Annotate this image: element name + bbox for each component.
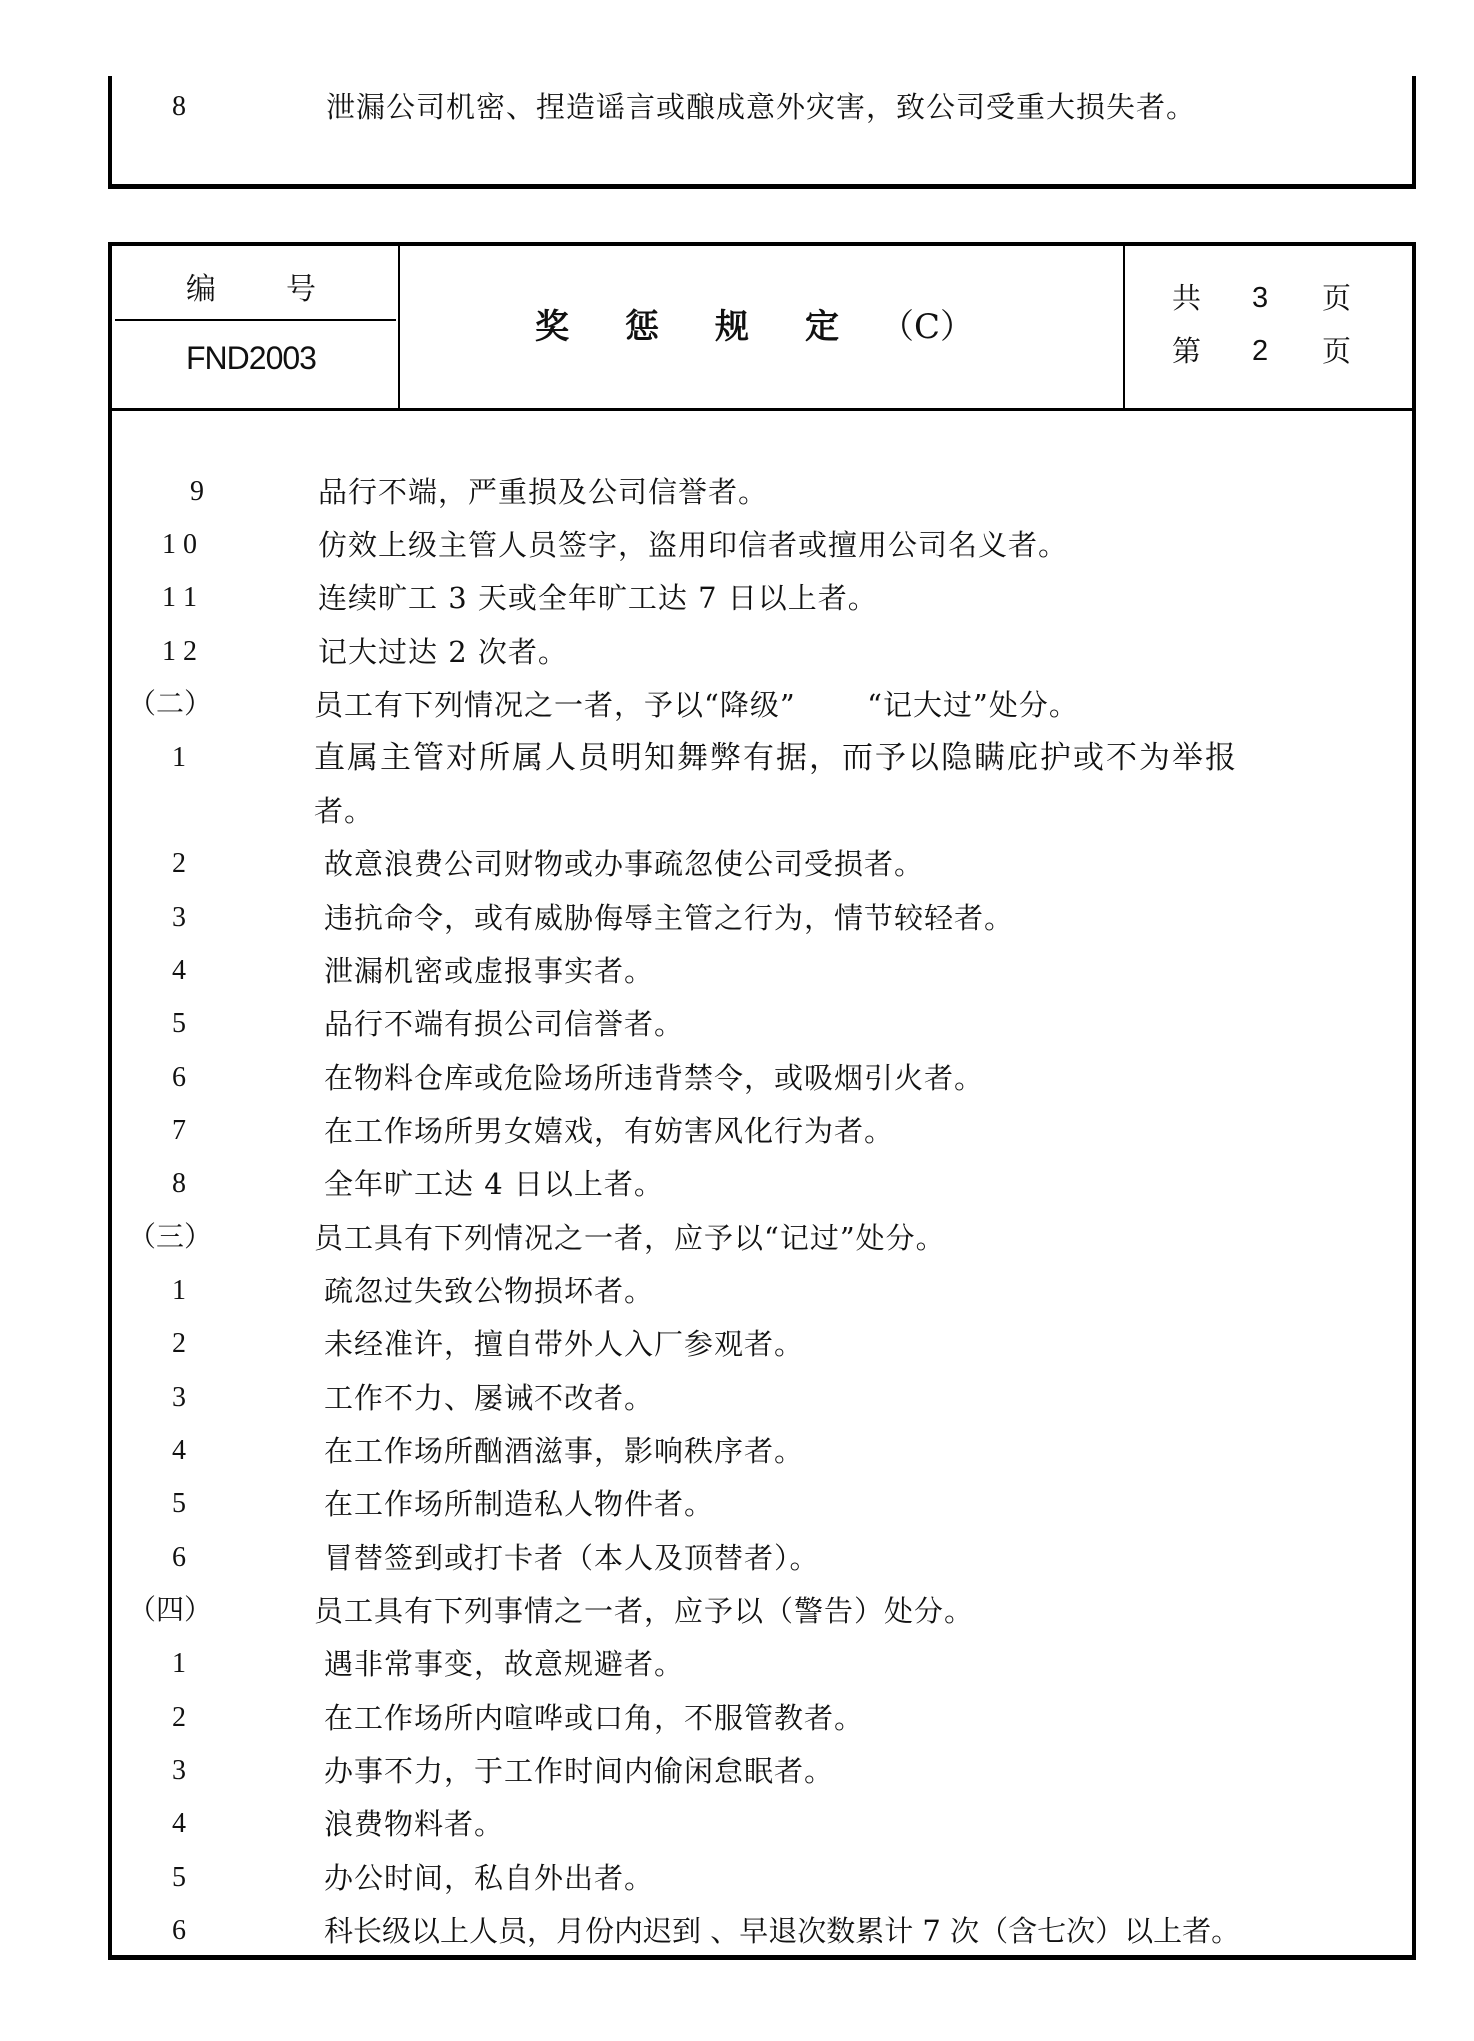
- item-text: 泄漏机密或虚报事实者。: [324, 954, 655, 988]
- title-char: 规: [715, 307, 749, 347]
- item-text: 办公时间，私自外出者。: [324, 1861, 655, 1895]
- item-number: 4: [172, 1435, 186, 1466]
- header-divider-left: [398, 246, 400, 408]
- item-text: 全年旷工达 4 日以上者。: [324, 1167, 664, 1201]
- item-number: 3: [172, 902, 186, 933]
- section-heading: 员工有下列情况之一者，予以“降级” “记大过”处分。: [314, 688, 1079, 722]
- item-text: 在物料仓库或危险场所违背禁令，或吸烟引火者。: [324, 1061, 985, 1095]
- item-number: 8: [172, 91, 186, 122]
- item-text: 在工作场所男女嬉戏，有妨害风化行为者。: [324, 1114, 895, 1148]
- section-number: （三）: [128, 1222, 213, 1253]
- code-label-1: 编: [186, 272, 217, 307]
- item-number: 5: [172, 1862, 186, 1893]
- item-number: 6: [172, 1915, 186, 1946]
- section-heading: 员工具有下列事情之一者，应予以（警告）处分。: [314, 1594, 975, 1628]
- current-page-prefix: 第: [1172, 334, 1203, 368]
- item-text: 疏忽过失致公物损坏者。: [324, 1274, 655, 1308]
- item-text: 品行不端有损公司信誉者。: [324, 1007, 685, 1041]
- item-text: 工作不力、屡诫不改者。: [324, 1381, 655, 1415]
- item-text: 在工作场所制造私人物件者。: [324, 1487, 715, 1521]
- item-text: 浪费物料者。: [324, 1807, 505, 1841]
- item-number: 4: [172, 1808, 186, 1839]
- item-text: 科长级以上人员，月份内迟到 、早退次数累计 7 次（含七次）以上者。: [324, 1914, 1241, 1948]
- item-number: 8: [172, 1168, 186, 1199]
- item-text: 品行不端，严重损及公司信誉者。: [318, 475, 769, 509]
- item-text: 办事不力，于工作时间内偷闲怠眠者。: [324, 1754, 835, 1788]
- item-number: 1 0: [162, 529, 197, 560]
- item-text: 冒替签到或打卡者（本人及顶替者）。: [324, 1541, 820, 1575]
- code-label-2: 号: [286, 272, 317, 307]
- item-number: 1 1: [162, 582, 197, 613]
- item-text: 仿效上级主管人员签字，盗用印信者或擅用公司名义者。: [318, 528, 1069, 562]
- total-pages-value: 3: [1252, 282, 1270, 314]
- document-header: [108, 242, 1416, 411]
- item-text: 违抗命令，或有威胁侮辱主管之行为，情节较轻者。: [324, 901, 1015, 935]
- code-divider: [115, 319, 396, 321]
- section-number: （四）: [128, 1595, 213, 1626]
- item-text: 记大过达 2 次者。: [318, 635, 568, 669]
- item-number: 5: [172, 1008, 186, 1039]
- item-number: 7: [172, 1115, 186, 1146]
- title-char: 奖: [535, 307, 569, 347]
- item-number: 1: [172, 742, 186, 773]
- total-pages-prefix: 共: [1172, 281, 1203, 315]
- total-pages-suffix: 页: [1322, 281, 1353, 315]
- item-text: 连续旷工 3 天或全年旷工达 7 日以上者。: [318, 581, 878, 615]
- item-number: 2: [172, 848, 186, 879]
- item-number: 3: [172, 1382, 186, 1413]
- item-number: 1: [172, 1275, 186, 1306]
- item-number: 9: [190, 476, 204, 507]
- item-text: 故意浪费公司财物或办事疏忽使公司受损者。: [324, 847, 925, 881]
- item-number: 2: [172, 1328, 186, 1359]
- item-number: 6: [172, 1062, 186, 1093]
- item-text: 未经准许，擅自带外人入厂参观者。: [324, 1327, 805, 1361]
- document-code: FND2003: [186, 340, 316, 376]
- section-heading: 员工具有下列情况之一者，应予以“记过”处分。: [314, 1221, 946, 1255]
- item-number: 6: [172, 1542, 186, 1573]
- item-number: 4: [172, 955, 186, 986]
- item-number: 3: [172, 1755, 186, 1786]
- current-page-suffix: 页: [1322, 334, 1353, 368]
- item-text: 在工作场所内喧哗或口角，不服管教者。: [324, 1701, 865, 1735]
- item-text-continuation: 者。: [314, 794, 375, 828]
- header-divider-right: [1123, 246, 1125, 408]
- section-number: （二）: [128, 689, 213, 720]
- title-char: （C）: [880, 307, 975, 347]
- item-number: 2: [172, 1702, 186, 1733]
- title-char: 惩: [625, 307, 659, 347]
- item-number: 5: [172, 1488, 186, 1519]
- item-text: 遇非常事变，故意规避者。: [324, 1647, 685, 1681]
- item-number: 1: [172, 1648, 186, 1679]
- item-text: 在工作场所酗酒滋事，影响秩序者。: [324, 1434, 805, 1468]
- title-char: 定: [805, 307, 839, 347]
- item-number: 1 2: [162, 636, 197, 667]
- item-text: 直属主管对所属人员明知舞弊有据，而予以隐瞒庇护或不为举报: [314, 740, 1238, 776]
- current-page-value: 2: [1252, 335, 1270, 367]
- item-text: 泄漏公司机密、捏造谣言或酿成意外灾害，致公司受重大损失者。: [326, 90, 1197, 124]
